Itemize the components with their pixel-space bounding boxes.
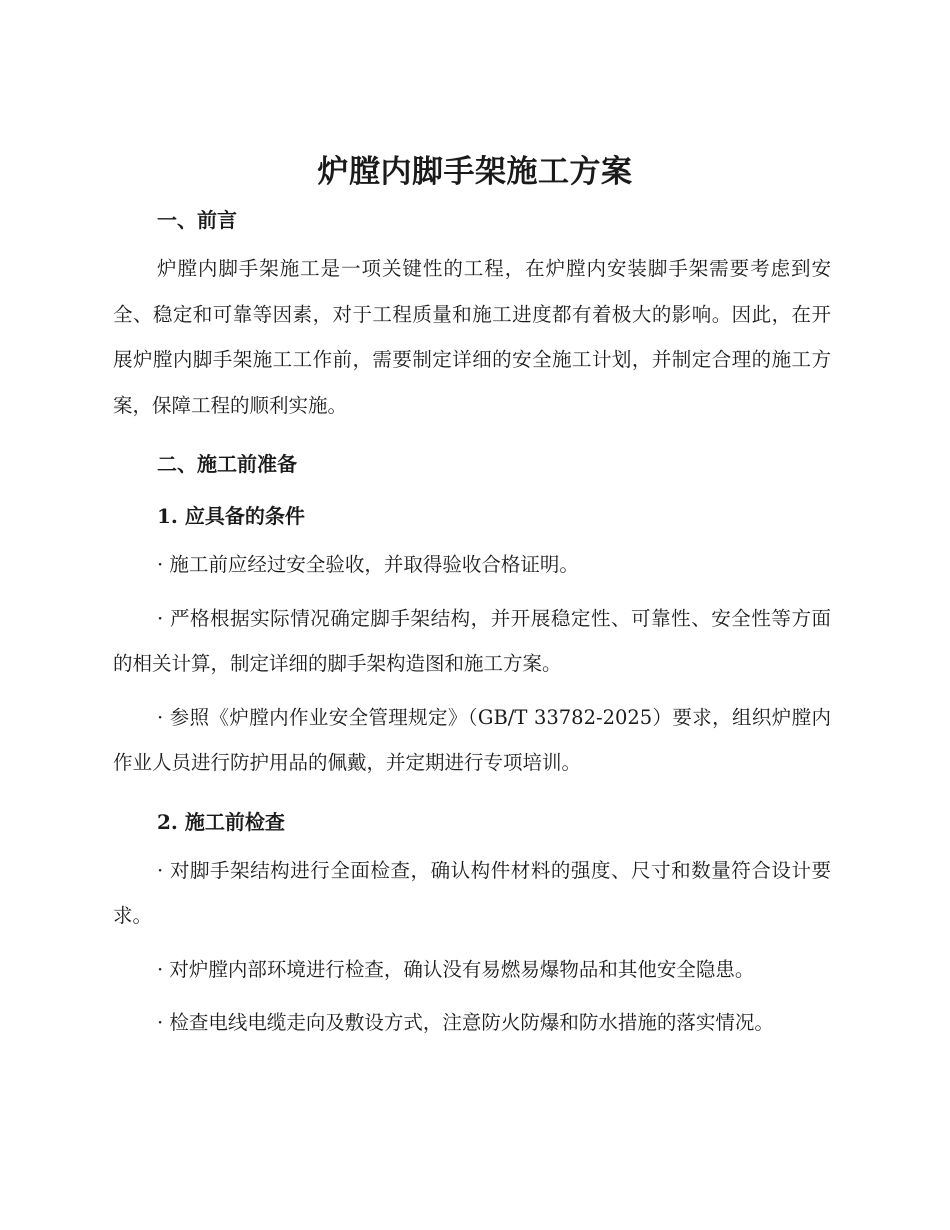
list-item: · 严格根据实际情况确定脚手架结构，并开展稳定性、可靠性、安全性等方面的相关计算，制定详细的脚手架构造图和施工方案。 (113, 606, 831, 675)
preface-paragraph: 炉膛内脚手架施工是一项关键性的工程，在炉膛内安装脚手架需要考虑到安全、稳定和可靠等因素，对于工程质量和施工进度都有着极大的影响。因此，在开展炉膛内脚手架施工工作前，需要制定详细的安全施工计划，并制定合理的施工方案，保障工程的顺利实施。 (113, 257, 831, 417)
list-item: · 对炉膛内部环境进行检查，确认没有易燃易爆物品和其他安全隐患。 (157, 957, 755, 981)
document-title: 炉膛内脚手架施工方案 (317, 154, 633, 190)
list-item: · 对脚手架结构进行全面检查，确认构件材料的强度、尺寸和数量符合设计要求。 (113, 858, 831, 927)
list-item: · 参照《炉膛内作业安全管理规定》（GB/T 33782-2025）要求，组织炉膛内作业人员进行防护用品的佩戴，并定期进行专项培训。 (113, 705, 831, 774)
subsection-heading-conditions: 1. 应具备的条件 (157, 504, 305, 528)
list-item: · 施工前应经过安全验收，并取得验收合格证明。 (157, 553, 579, 576)
list-item: · 检查电线电缆走向及敷设方式，注意防火防爆和防水措施的落实情况。 (157, 1011, 774, 1034)
section-heading-preface: 一、前言 (157, 208, 237, 232)
section-heading-preparation: 二、施工前准备 (157, 452, 297, 476)
subsection-heading-inspection: 2. 施工前检查 (157, 809, 285, 834)
document-body (113, 202, 831, 1046)
